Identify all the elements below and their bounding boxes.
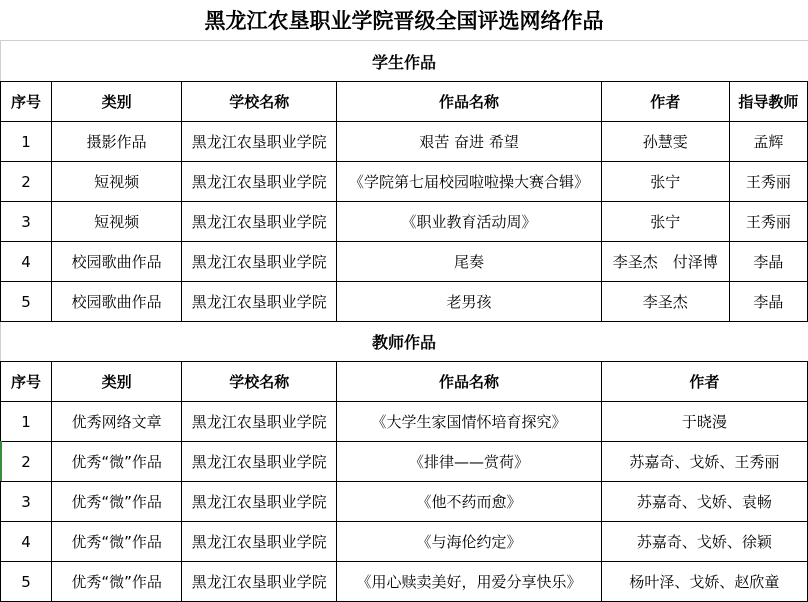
cell-author[interactable]: 于晓漫 — [601, 402, 807, 442]
cell-teacher[interactable]: 王秀丽 — [729, 162, 807, 202]
cell-no[interactable]: 5 — [1, 282, 52, 322]
cell-no[interactable]: 1 — [1, 122, 52, 162]
cell-teacher[interactable]: 李晶 — [729, 282, 807, 322]
table-row — [1, 482, 808, 522]
cell-author[interactable]: 张宁 — [601, 202, 729, 242]
cell-category[interactable]: 校园歌曲作品 — [52, 282, 182, 322]
teacher-works-table — [0, 361, 808, 602]
header-cell-no[interactable]: 序号 — [1, 82, 52, 122]
table-row — [1, 562, 808, 602]
cell-no[interactable]: 5 — [1, 562, 52, 602]
cell-work[interactable]: 《职业教育活动周》 — [337, 202, 601, 242]
cell-no[interactable]: 4 — [1, 242, 52, 282]
cell-category[interactable]: 优秀“微”作品 — [52, 442, 182, 482]
table-row — [1, 522, 808, 562]
cell-author[interactable]: 杨叶泽、戈娇、赵欣童 — [601, 562, 807, 602]
table-row — [1, 282, 808, 322]
cell-work[interactable]: 《用心赎卖美好，用爱分享快乐》 — [337, 562, 601, 602]
cell-author[interactable]: 张宁 — [601, 162, 729, 202]
cell-work[interactable]: 艰苦 奋进 希望 — [337, 122, 601, 162]
cell-category[interactable]: 摄影作品 — [52, 122, 182, 162]
cell-author[interactable]: 苏嘉奇、戈娇、王秀丽 — [601, 442, 807, 482]
cell-school[interactable]: 黑龙江农垦职业学院 — [182, 562, 337, 602]
cell-school[interactable]: 黑龙江农垦职业学院 — [182, 282, 337, 322]
cell-work[interactable]: 尾奏 — [337, 242, 601, 282]
selected-row-indicator — [0, 441, 2, 481]
header-cell-school[interactable]: 学校名称 — [182, 362, 337, 402]
page-title: 黑龙江农垦职业学院晋级全国评选网络作品 — [0, 0, 808, 41]
cell-category[interactable]: 优秀网络文章 — [52, 402, 182, 442]
cell-work[interactable]: 老男孩 — [337, 282, 601, 322]
cell-author[interactable]: 苏嘉奇、戈娇、徐颖 — [601, 522, 807, 562]
header-cell-school[interactable]: 学校名称 — [182, 82, 337, 122]
header-cell-category[interactable]: 类别 — [52, 362, 182, 402]
cell-no[interactable]: 2 — [1, 162, 52, 202]
cell-category[interactable]: 短视频 — [52, 202, 182, 242]
cell-school[interactable]: 黑龙江农垦职业学院 — [182, 442, 337, 482]
table-row — [1, 402, 808, 442]
cell-school[interactable]: 黑龙江农垦职业学院 — [182, 242, 337, 282]
cell-no[interactable]: 1 — [1, 402, 52, 442]
cell-category[interactable]: 优秀“微”作品 — [52, 482, 182, 522]
cell-author[interactable]: 李圣杰 — [601, 282, 729, 322]
cell-work[interactable]: 《他不药而愈》 — [337, 482, 601, 522]
cell-category[interactable]: 优秀“微”作品 — [52, 522, 182, 562]
cell-work[interactable]: 《大学生家国情怀培育探究》 — [337, 402, 601, 442]
table-row — [1, 442, 808, 482]
header-cell-category[interactable]: 类别 — [52, 82, 182, 122]
cell-school[interactable]: 黑龙江农垦职业学院 — [182, 402, 337, 442]
header-cell-author[interactable]: 作者 — [601, 362, 807, 402]
cell-author[interactable]: 苏嘉奇、戈娇、袁畅 — [601, 482, 807, 522]
cell-category[interactable]: 短视频 — [52, 162, 182, 202]
header-cell-work[interactable]: 作品名称 — [337, 362, 601, 402]
cell-no[interactable]: 4 — [1, 522, 52, 562]
cell-no[interactable]: 2 — [1, 442, 52, 482]
header-cell-author[interactable]: 作者 — [601, 82, 729, 122]
cell-teacher[interactable]: 李晶 — [729, 242, 807, 282]
cell-author[interactable]: 李圣杰 付泽博 — [601, 242, 729, 282]
header-cell-no[interactable]: 序号 — [1, 362, 52, 402]
cell-school[interactable]: 黑龙江农垦职业学院 — [182, 202, 337, 242]
cell-no[interactable]: 3 — [1, 202, 52, 242]
header-cell-teacher[interactable]: 指导教师 — [729, 82, 807, 122]
cell-author[interactable]: 孙慧雯 — [601, 122, 729, 162]
cell-school[interactable]: 黑龙江农垦职业学院 — [182, 522, 337, 562]
table-row — [1, 122, 808, 162]
student-section-heading: 学生作品 — [371, 52, 436, 72]
header-cell-work[interactable]: 作品名称 — [337, 82, 601, 122]
cell-no[interactable]: 3 — [1, 482, 52, 522]
cell-teacher[interactable]: 孟辉 — [729, 122, 807, 162]
teacher-section-heading: 教师作品 — [371, 332, 436, 352]
cell-work[interactable]: 《学院第七届校园啦啦操大赛合辑》 — [337, 162, 601, 202]
cell-teacher[interactable]: 王秀丽 — [729, 202, 807, 242]
student-works-table — [0, 81, 808, 322]
table-header-row — [1, 362, 808, 402]
cell-category[interactable]: 优秀“微”作品 — [52, 562, 182, 602]
cell-school[interactable]: 黑龙江农垦职业学院 — [182, 482, 337, 522]
table-row — [1, 162, 808, 202]
table-header-row — [1, 82, 808, 122]
table-row — [1, 202, 808, 242]
table-row — [1, 242, 808, 282]
cell-work[interactable]: 《与海伦约定》 — [337, 522, 601, 562]
cell-work[interactable]: 《排律——赏荷》 — [337, 442, 601, 482]
cell-category[interactable]: 校园歌曲作品 — [52, 242, 182, 282]
cell-school[interactable]: 黑龙江农垦职业学院 — [182, 122, 337, 162]
cell-school[interactable]: 黑龙江农垦职业学院 — [182, 162, 337, 202]
